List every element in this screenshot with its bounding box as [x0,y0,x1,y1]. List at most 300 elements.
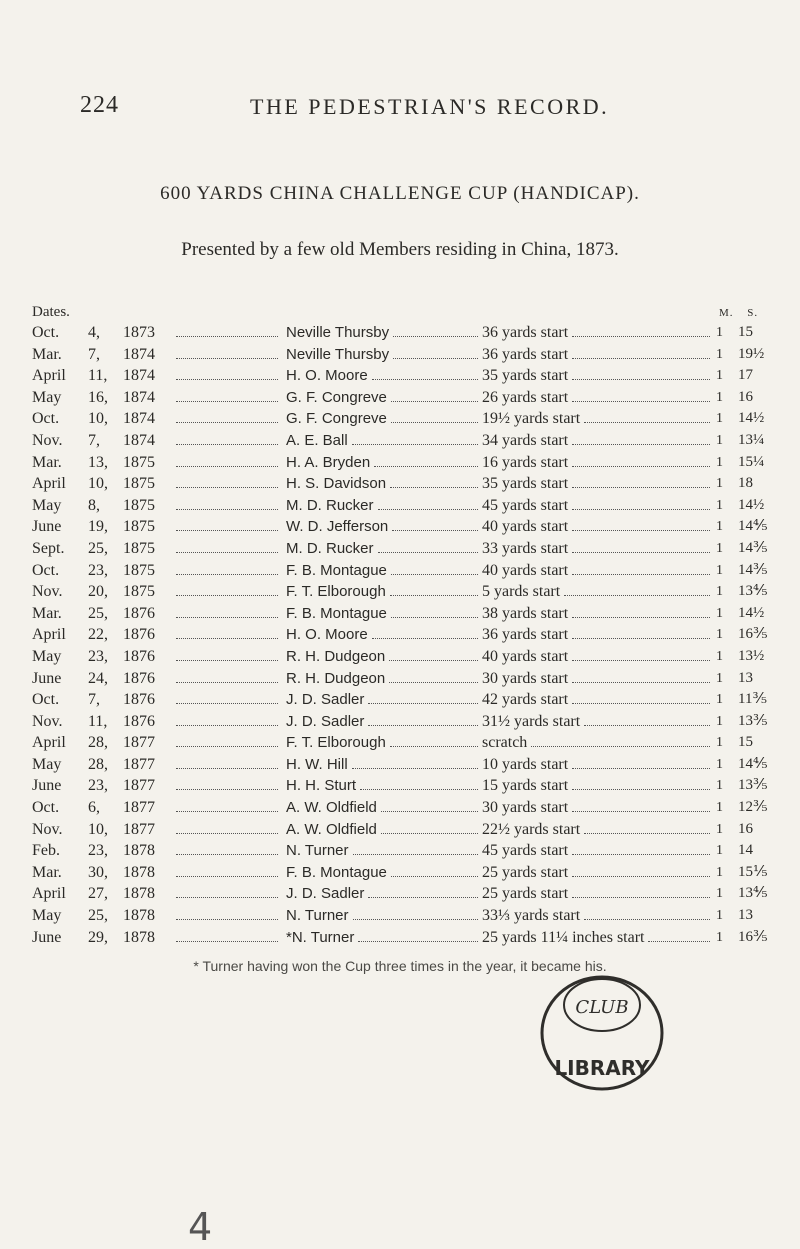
runner-name-cell: M. D. Rucker [286,539,374,557]
dot-leader [393,322,478,337]
table-row [0,365,800,387]
dot-leader [572,538,710,553]
year-cell: 1877 [123,777,155,795]
seconds-cell: 16⅗ [738,928,768,945]
dot-leader [564,581,710,596]
results-table [0,322,800,948]
minutes-cell: 1 [716,843,723,859]
day-cell: 22, [88,626,108,644]
table-row [0,581,800,603]
dot-leader [176,495,278,510]
day-cell: 27, [88,885,108,903]
day-cell: 23, [88,842,108,860]
dot-leader [572,754,710,769]
dot-leader [391,603,478,618]
table-row [0,927,800,949]
day-cell: 7, [88,345,100,363]
table-row [0,646,800,668]
dot-leader [378,495,478,510]
year-cell: 1878 [123,842,155,860]
table-row [0,883,800,905]
seconds-cell: 14½ [738,604,765,621]
handicap-start-cell: 40 yards start [482,561,569,579]
dot-leader [572,624,710,639]
day-cell: 25, [88,539,108,557]
year-cell: 1877 [123,755,155,773]
dot-leader [392,516,478,531]
footnote: * Turner having won the Cup three times in the year, it became his. [193,958,607,974]
runner-name-cell: J. D. Sadler [286,691,365,709]
table-row [0,408,800,430]
year-cell: 1876 [123,691,155,709]
dot-leader [389,668,478,683]
day-cell: 7, [88,431,100,449]
handicap-start-cell: 22½ yards start [482,820,581,838]
month-cell: May [32,907,62,925]
table-row [0,797,800,819]
runner-name-cell: R. H. Dudgeon [286,647,386,665]
dot-leader [572,516,710,531]
minutes-cell: 1 [716,713,723,729]
day-cell: 25, [88,907,108,925]
table-row [0,668,800,690]
runner-name-cell: N. Turner [286,842,349,860]
seconds-cell: 13⅗ [738,777,768,794]
table-row [0,495,800,517]
runner-name-cell: H. A. Bryden [286,453,371,471]
dot-leader [572,862,710,877]
table-row [0,754,800,776]
month-cell: May [32,647,62,665]
day-cell: 10, [88,475,108,493]
dot-leader [584,905,710,920]
minutes-cell: 1 [716,497,723,513]
dot-leader [374,452,478,467]
handicap-start-cell: 34 yards start [482,431,569,449]
dot-leader [391,408,478,423]
handicap-start-cell: 36 yards start [482,324,569,341]
table-row [0,387,800,409]
day-cell: 28, [88,755,108,773]
seconds-cell: 14⅗ [738,539,768,556]
minutes-cell: 1 [716,562,723,578]
pencil-mark: 4 [188,1205,213,1249]
month-cell: April [32,734,66,752]
dot-leader [176,603,278,618]
dot-leader [572,452,710,467]
minutes-cell: 1 [716,627,723,643]
dot-leader [353,905,478,920]
handicap-start-cell: 38 yards start [482,604,569,622]
dot-leader [572,387,710,402]
day-cell: 29, [88,928,108,946]
dot-leader [368,689,478,704]
table-row [0,624,800,646]
minutes-cell: 1 [716,908,723,924]
handicap-start-cell: 42 yards start [482,691,569,709]
month-cell: May [32,388,62,406]
year-cell: 1878 [123,863,155,881]
minutes-cell: 1 [716,756,723,772]
dot-leader [378,538,478,553]
table-row [0,711,800,733]
runner-name-cell: H. O. Moore [286,626,368,644]
table-row [0,452,800,474]
month-cell: June [32,777,62,795]
runner-name-cell: N. Turner [286,907,349,925]
seconds-cell: 14⅘ [738,755,768,772]
dot-leader [368,883,478,898]
year-cell: 1874 [123,410,155,428]
dot-leader [393,344,478,359]
runner-name-cell: A. W. Oldfield [286,799,377,817]
seconds-cell: 15 [738,324,753,340]
minutes-cell: 1 [716,519,723,535]
handicap-start-cell: 40 yards start [482,518,569,536]
dot-leader [390,732,478,747]
month-cell: May [32,496,62,514]
minutes-cell: 1 [716,454,723,470]
month-cell: Nov. [32,583,63,601]
seconds-cell: 13½ [738,647,765,664]
day-cell: 10, [88,820,108,838]
dot-leader [176,387,278,402]
dot-leader [352,430,478,445]
day-cell: 25, [88,604,108,622]
month-cell: Oct. [32,799,60,817]
minutes-column-header: M. [719,307,734,319]
table-row [0,603,800,625]
runner-name-cell: R. H. Dudgeon [286,669,386,687]
month-cell: Oct. [32,561,60,579]
handicap-start-cell: 25 yards start [482,863,569,881]
minutes-cell: 1 [716,886,723,902]
minutes-cell: 1 [716,670,723,686]
day-cell: 11, [88,367,108,385]
dot-leader [176,797,278,812]
month-cell: Oct. [32,691,60,709]
minutes-cell: 1 [716,389,723,405]
seconds-cell: 14½ [738,410,765,427]
year-cell: 1877 [123,734,155,752]
year-cell: 1877 [123,820,155,838]
day-cell: 23, [88,777,108,795]
minutes-cell: 1 [716,476,723,492]
minutes-cell: 1 [716,325,723,340]
month-cell: Oct. [32,324,60,341]
table-row [0,560,800,582]
table-row [0,344,800,366]
runner-name-cell: W. D. Jefferson [286,518,389,536]
table-row [0,840,800,862]
minutes-cell: 1 [716,584,723,600]
handicap-start-cell: 25 yards 11¼ inches start [482,928,645,946]
month-cell: Mar. [32,345,62,363]
dot-leader [572,430,710,445]
handicap-start-cell: 15 yards start [482,777,569,795]
runner-name-cell: Neville Thursby [286,324,390,341]
minutes-cell: 1 [716,929,723,945]
handicap-start-cell: 31½ yards start [482,712,581,730]
page-number: 224 [80,92,119,118]
year-cell: 1874 [123,367,155,385]
dot-leader [176,905,278,920]
dot-leader [372,624,478,639]
month-cell: Mar. [32,604,62,622]
month-cell: April [32,367,66,385]
seconds-cell: 12⅗ [738,799,768,816]
minutes-cell: 1 [716,411,723,427]
month-cell: Nov. [32,431,63,449]
seconds-column-header: S. [747,307,759,319]
month-cell: Feb. [32,842,60,860]
table-row [0,732,800,754]
minutes-cell: 1 [716,864,723,880]
dot-leader [176,754,278,769]
seconds-cell: 17 [738,367,753,384]
subtitle: Presented by a few old Members residing in China, 1873. [181,239,619,260]
day-cell: 24, [88,669,108,687]
dot-leader [176,365,278,380]
month-cell: June [32,518,62,536]
day-cell: 20, [88,583,108,601]
dot-leader [176,862,278,877]
dot-leader [572,365,710,380]
year-cell: 1878 [123,907,155,925]
year-cell: 1877 [123,799,155,817]
seconds-cell: 13⅗ [738,712,768,729]
dot-leader [176,689,278,704]
dot-leader [176,883,278,898]
runner-name-cell: F. B. Montague [286,561,387,579]
runner-name-cell: J. D. Sadler [286,712,365,730]
dot-leader [572,344,710,359]
seconds-cell: 13 [738,907,753,924]
month-cell: April [32,626,66,644]
runner-name-cell: A. W. Oldfield [286,820,377,838]
minutes-cell: 1 [716,800,723,816]
handicap-start-cell: 45 yards start [482,842,569,860]
year-cell: 1876 [123,712,155,730]
seconds-cell: 13⅘ [738,583,768,600]
dot-leader [176,581,278,596]
seconds-cell: 16 [738,820,753,837]
dot-leader [176,473,278,488]
minutes-cell: 1 [716,648,723,664]
running-title: THE PEDESTRIAN'S RECORD. [250,94,610,119]
handicap-start-cell: 26 yards start [482,388,569,406]
year-cell: 1875 [123,496,155,514]
handicap-start-cell: 16 yards start [482,453,569,471]
month-cell: Sept. [32,539,65,557]
dot-leader [176,840,278,855]
table-row [0,775,800,797]
seconds-cell: 18 [738,475,753,492]
dot-leader [352,754,478,769]
day-cell: 19, [88,518,108,536]
month-cell: Mar. [32,863,62,881]
seconds-cell: 14½ [738,496,765,513]
minutes-cell: 1 [716,778,723,794]
dot-leader [176,646,278,661]
month-cell: Mar. [32,453,62,471]
year-cell: 1876 [123,669,155,687]
day-cell: 10, [88,410,108,428]
minutes-cell: 1 [716,346,723,362]
runner-name-cell: F. B. Montague [286,604,387,622]
table-row [0,905,800,927]
year-cell: 1878 [123,885,155,903]
day-cell: 4, [88,324,100,341]
seconds-cell: 13¼ [738,431,765,448]
dot-leader [391,862,478,877]
dot-leader [176,408,278,423]
page-title: 600 YARDS CHINA CHALLENGE CUP (HANDICAP). [160,183,640,204]
runner-name-cell: F. B. Montague [286,863,387,881]
dot-leader [176,322,278,337]
dot-leader [176,819,278,834]
table-row [0,819,800,841]
dot-leader [358,927,478,942]
seconds-cell: 14⅗ [738,561,768,578]
dot-leader [176,538,278,553]
day-cell: 6, [88,799,100,817]
day-cell: 16, [88,388,108,406]
runner-name-cell: Neville Thursby [286,345,390,363]
year-cell: 1874 [123,431,155,449]
seconds-cell: 15⅕ [738,863,768,880]
dot-leader [531,732,710,747]
dot-leader [389,646,478,661]
runner-name-cell: H. W. Hill [286,755,348,773]
dot-leader [390,473,478,488]
handicap-start-cell: 35 yards start [482,367,569,385]
year-cell: 1876 [123,647,155,665]
day-cell: 23, [88,561,108,579]
year-cell: 1878 [123,928,155,946]
dot-leader [176,732,278,747]
month-cell: April [32,475,66,493]
handicap-start-cell: 30 yards start [482,799,569,817]
day-cell: 23, [88,647,108,665]
dot-leader [372,365,478,380]
seconds-cell: 19½ [738,345,765,362]
handicap-start-cell: 19½ yards start [482,410,581,428]
seconds-cell: 14 [738,842,753,859]
month-cell: April [32,885,66,903]
seconds-cell: 16 [738,388,753,405]
library-stamp [536,965,668,1095]
dot-leader [572,883,710,898]
dot-leader [391,560,478,575]
handicap-start-cell: 5 yards start [482,583,561,601]
handicap-start-cell: 36 yards start [482,345,569,363]
minutes-cell: 1 [716,540,723,556]
runner-name-cell: J. D. Sadler [286,885,365,903]
year-cell: 1875 [123,561,155,579]
month-cell: Nov. [32,712,63,730]
minutes-cell: 1 [716,605,723,621]
dot-leader [353,840,478,855]
day-cell: 11, [88,712,108,730]
minutes-cell: 1 [716,735,723,751]
seconds-cell: 15 [738,734,753,751]
year-cell: 1875 [123,453,155,471]
handicap-start-cell: 35 yards start [482,475,569,493]
table-row [0,473,800,495]
table-row [0,430,800,452]
dot-leader [572,775,710,790]
dot-leader [572,797,710,812]
table-row [0,322,800,344]
dot-leader [176,452,278,467]
seconds-cell: 13 [738,669,753,686]
month-cell: June [32,669,62,687]
minutes-cell: 1 [716,692,723,708]
month-cell: Nov. [32,820,63,838]
year-cell: 1876 [123,604,155,622]
dot-leader [368,711,478,726]
handicap-start-cell: 36 yards start [482,626,569,644]
runner-name-cell: M. D. Rucker [286,496,374,514]
dot-leader [360,775,478,790]
month-cell: May [32,755,62,773]
dot-leader [572,646,710,661]
month-cell: Oct. [32,410,60,428]
year-cell: 1875 [123,583,155,601]
dot-leader [572,689,710,704]
minutes-cell: 1 [716,432,723,448]
year-cell: 1875 [123,518,155,536]
dot-leader [390,581,478,596]
handicap-start-cell: 45 yards start [482,496,569,514]
runner-name-cell: H. S. Davidson [286,475,387,493]
day-cell: 8, [88,496,100,514]
handicap-start-cell: 10 yards start [482,755,569,773]
table-row [0,516,800,538]
year-cell: 1874 [123,388,155,406]
dot-leader [572,495,710,510]
dot-leader [176,711,278,726]
runner-name-cell: *N. Turner [286,928,355,946]
dot-leader [572,840,710,855]
year-cell: 1874 [123,345,155,363]
year-cell: 1875 [123,475,155,493]
runner-name-cell: F. T. Elborough [286,583,386,601]
dot-leader [572,322,710,337]
handicap-start-cell: 40 yards start [482,647,569,665]
minutes-cell: 1 [716,821,723,837]
runner-name-cell: G. F. Congreve [286,410,387,428]
minutes-cell: 1 [716,368,723,384]
day-cell: 13, [88,453,108,471]
dot-leader [572,473,710,488]
dot-leader [176,560,278,575]
running-head [0,92,800,122]
seconds-cell: 16⅗ [738,626,768,643]
dot-leader [176,927,278,942]
runner-name-cell: A. E. Ball [286,431,348,449]
dot-leader [176,668,278,683]
table-row [0,538,800,560]
dot-leader [381,797,478,812]
day-cell: 7, [88,691,100,709]
day-cell: 28, [88,734,108,752]
dot-leader [584,408,710,423]
table-row [0,689,800,711]
runner-name-cell: F. T. Elborough [286,734,386,752]
seconds-cell: 15¼ [738,453,765,470]
